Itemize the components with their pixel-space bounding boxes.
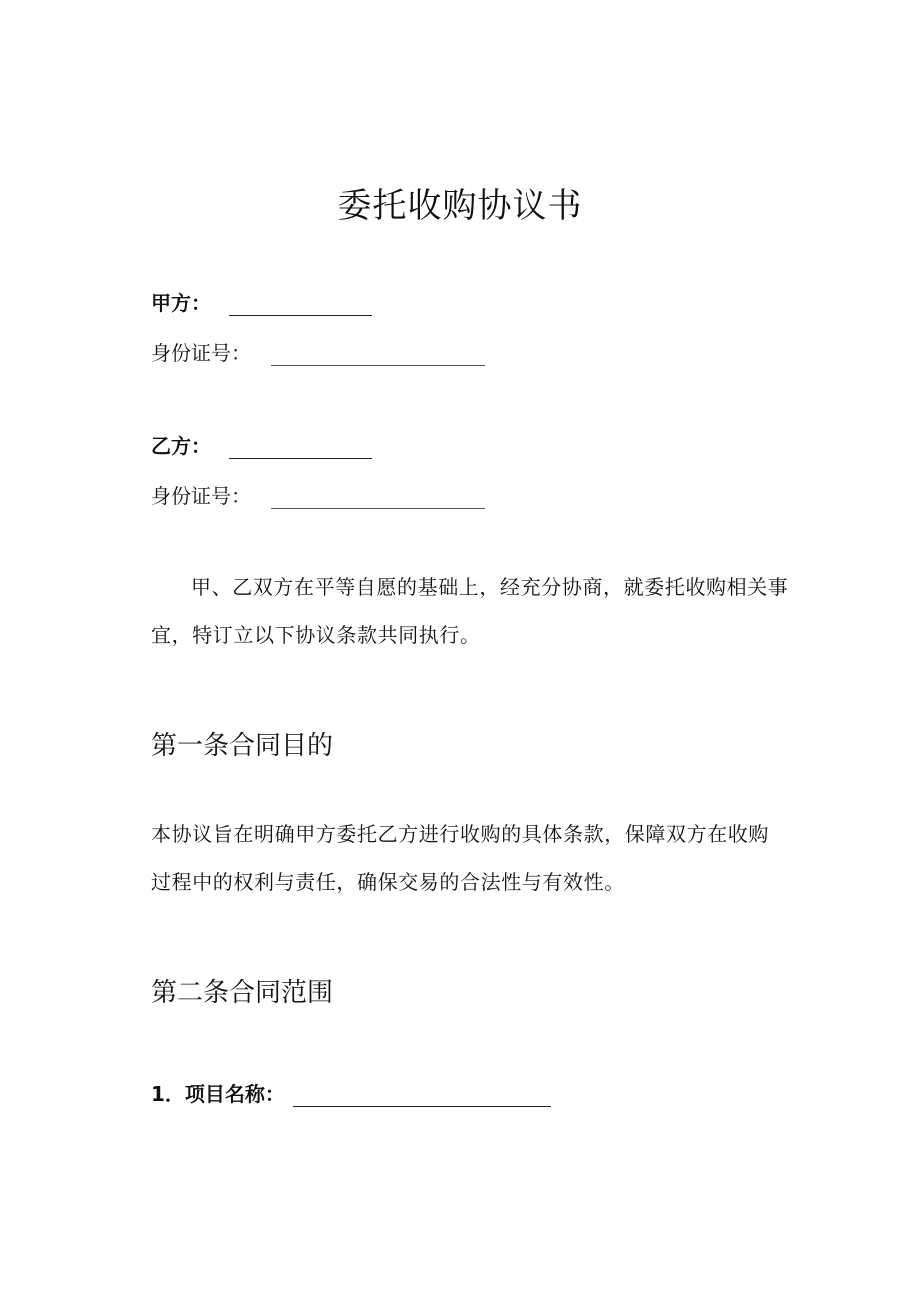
project-name-label: 1．项目名称： (151, 1082, 285, 1106)
intro-line-1: 甲、乙双方在平等自愿的基础上，经充分协商，就委托收购相关事 (191, 575, 789, 599)
article-1-line-2: 过程中的权利与责任，确保交易的合法性与有效性。 (151, 870, 625, 894)
party-b-id-field (151, 480, 485, 509)
article-1-line-1: 本协议旨在明确甲方委托乙方进行收购的具体条款，保障双方在收购 (151, 822, 769, 846)
party-a-label: 甲方： (151, 291, 211, 315)
party-a-blank[interactable] (229, 295, 372, 316)
party-b-id-blank[interactable] (271, 488, 485, 509)
party-a-id-field (151, 337, 485, 366)
party-a-id-label: 身份证号： (151, 341, 251, 365)
document-title: 委托收购协议书 (337, 186, 583, 226)
party-b-blank[interactable] (229, 438, 372, 459)
party-a-field (151, 287, 372, 316)
party-b-field (151, 430, 372, 459)
intro-line-2: 宜，特订立以下协议条款共同执行。 (151, 623, 481, 647)
project-name-blank[interactable] (293, 1086, 551, 1107)
project-name-field (151, 1078, 551, 1107)
intro-paragraph (151, 563, 801, 659)
party-b-id-label: 身份证号： (151, 484, 251, 508)
party-b-label: 乙方： (151, 434, 211, 458)
article-2-heading: 第二条合同范围 (151, 978, 334, 1008)
article-1-heading: 第一条合同目的 (151, 731, 334, 761)
article-1-paragraph (151, 810, 801, 906)
party-a-id-blank[interactable] (271, 345, 485, 366)
